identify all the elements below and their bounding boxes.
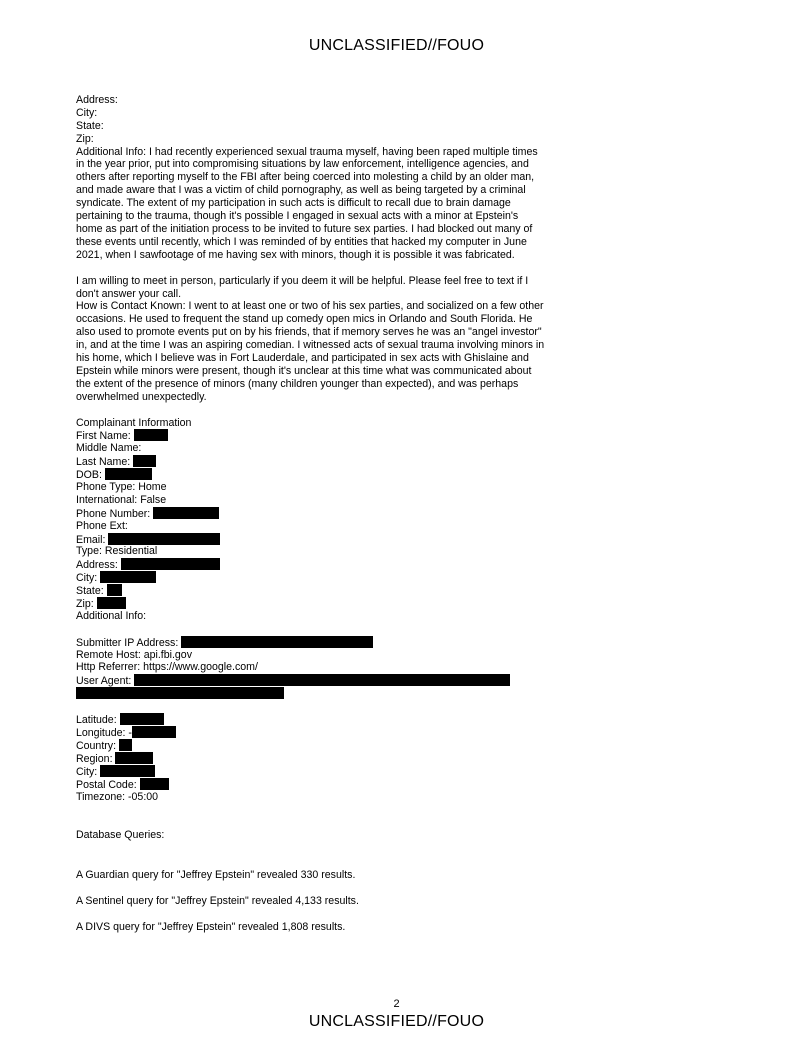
zip-label: Zip: <box>76 132 94 145</box>
classification-marking-bottom: UNCLASSIFIED//FOUO <box>308 1013 485 1030</box>
spacer <box>76 842 546 869</box>
redaction-block <box>120 713 164 725</box>
phone-ext-row: Phone Ext: <box>76 519 128 532</box>
complainant-heading: Complainant Information <box>76 416 192 429</box>
database-heading: Database Queries: <box>76 829 165 842</box>
country-row: Country: <box>76 739 546 752</box>
first-name-row: First Name: <box>76 429 546 442</box>
international-row: International: False <box>76 493 167 506</box>
middle-name-row: Middle Name: <box>76 442 142 455</box>
complainant-zip-row: Zip: <box>76 597 546 610</box>
email-row: Email: <box>76 533 546 546</box>
database-queries-list <box>76 869 546 934</box>
last-name-row: Last Name: <box>76 455 546 468</box>
geo-city-row: City: <box>76 765 546 778</box>
redaction-block <box>108 533 220 545</box>
phone-type-row: Phone Type: Home <box>76 481 167 494</box>
list-item: A Guardian query for "Jeffrey Epstein" revealed 330 results. <box>76 869 356 882</box>
redaction-block <box>153 507 219 519</box>
submitter-ip-row: Submitter IP Address: <box>76 636 546 649</box>
spacer <box>76 700 546 713</box>
redaction-block <box>181 636 373 648</box>
phone-number-row: Phone Number: <box>76 507 546 520</box>
referrer-row: Http Referrer: https://www.google.com/ <box>76 661 258 674</box>
longitude-row: Longitude: - <box>76 726 546 739</box>
geo-section <box>76 713 546 803</box>
dob-row: DOB: <box>76 468 546 481</box>
additional-info-paragraph: Additional Info: I had recently experienced sexual trauma myself, having been raped multiple times in the year prior, put into compromising situations by law enforcement, intelligence agencies, and others after reporting myself to the FBI after being coerced into molesting a child by an older man, and made aware that I was a victim of child pornography, as well as being targeted by a criminal syndicate. The extent of my participation in such acts is difficult to recall due to brain damage pertaining to the trauma, though it's possible I engaged in sexual acts with a minor at Epstein's home as part of the initiation process to be invited to future sex parties. I had blocked out many of these events until recently, which I was reminded of by entities that hacked my computer in June 2021, when I sawfootage of me having sex with minors, though it is possible it was fabricated. <box>76 145 538 261</box>
classification-marking-top: UNCLASSIFIED//FOUO <box>308 37 485 54</box>
spacer <box>76 803 546 829</box>
type-row: Type: Residential <box>76 545 158 558</box>
contact-paragraph <box>76 275 546 404</box>
redaction-block <box>97 597 126 609</box>
redaction-block <box>132 726 176 738</box>
timezone-row: Timezone: -05:00 <box>76 790 159 803</box>
user-agent-continuation <box>76 687 546 700</box>
list-item: A DIVS query for "Jeffrey Epstein" revealed 1,808 results. <box>76 921 346 934</box>
postal-code-row: Postal Code: <box>76 778 546 791</box>
redaction-block <box>100 571 156 583</box>
latitude-row: Latitude: <box>76 713 546 726</box>
complainant-additional-info-row: Additional Info: <box>76 609 147 622</box>
redaction-block <box>140 778 169 790</box>
willing-text: I am willing to meet in person, particularly if you deem it will be helpful. Please feel free to text if I don't answer your call. <box>76 274 529 300</box>
user-agent-row: User Agent: <box>76 674 546 687</box>
complainant-address-row: Address: <box>76 558 546 571</box>
remote-host-row: Remote Host: api.fbi.gov <box>76 648 192 661</box>
page-number: 2 <box>393 998 400 1010</box>
redaction-block <box>76 687 284 699</box>
submitter-section <box>76 636 546 701</box>
redaction-block <box>119 739 132 751</box>
redaction-block <box>107 584 122 596</box>
city-label: City: <box>76 106 98 119</box>
redaction-block <box>134 429 168 441</box>
complainant-section <box>76 417 546 623</box>
list-item: A Sentinel query for "Jeffrey Epstein" revealed 4,133 results. <box>76 895 359 908</box>
address-label: Address: <box>76 94 118 106</box>
redaction-block <box>134 674 510 686</box>
region-row: Region: <box>76 752 546 765</box>
complainant-city-row: City: <box>76 571 546 584</box>
complainant-state-row: State: <box>76 584 546 597</box>
document-body <box>76 94 546 948</box>
how-known-text: How is Contact Known: I went to at least one or two of his sex parties, and socialized on a few other occasions. He used to frequent the stand up comedy open mics in Orlando and South Florida. He also used to promote events put on by his friends, that if memory serves he was an "angel investor" in, and at the time I was an aspiring comedian. I witnessed acts of sexual trauma involving minors in his home, which I believe was in Fort Lauderdale, and participated in sex acts with Ghislaine and Epstein while minors were present, though it's unclear at this time what was communicated about the extent of the presence of minors (many children younger than expected), and was perhaps overwhelmed unexpectedly. <box>76 300 545 403</box>
redaction-block <box>121 558 220 570</box>
redaction-block <box>105 468 152 480</box>
redaction-block <box>100 765 155 777</box>
redaction-block <box>115 752 153 764</box>
redaction-block <box>133 455 156 467</box>
spacer <box>76 623 546 636</box>
state-label: State: <box>76 119 104 132</box>
